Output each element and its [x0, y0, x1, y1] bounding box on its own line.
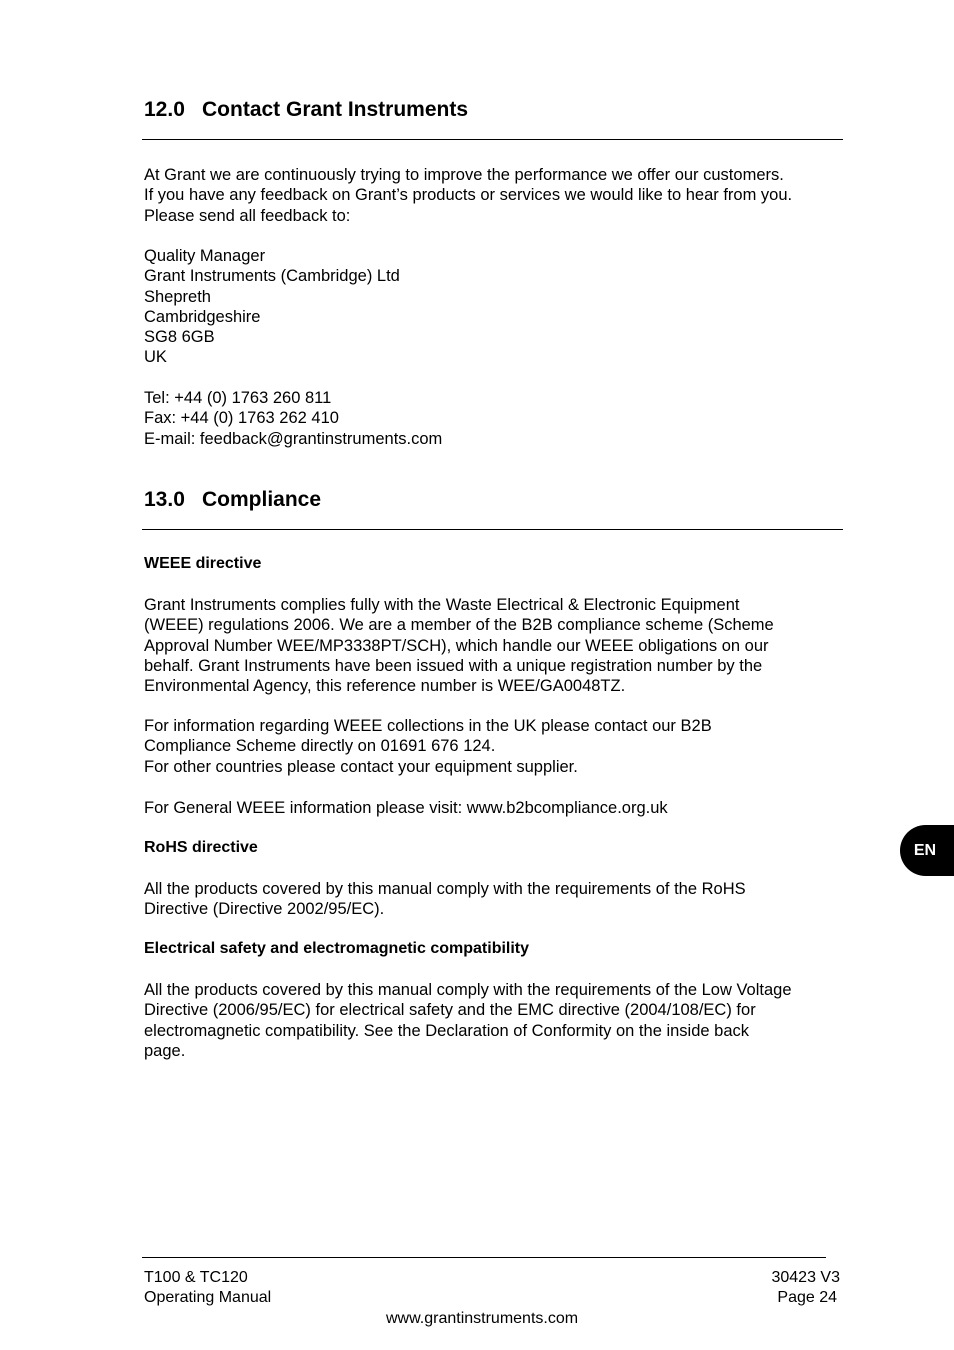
emc-paragraph [144, 980, 792, 1061]
text-line: Environmental Agency, this reference number is WEE/GA0048TZ. [144, 677, 626, 696]
footer-page-number: Page 24 [777, 1289, 837, 1307]
section-title: Compliance [202, 488, 322, 511]
footer-product: T100 & TC120 [144, 1269, 248, 1286]
text-line: Compliance Scheme directly on 01691 676 124. [144, 737, 496, 756]
contact-address [144, 246, 400, 368]
weee-paragraph-3: For General WEEE information please visit: www.b2bcompliance.org.uk [144, 799, 668, 817]
text-line: (WEEE) regulations 2006. We are a member of the B2B compliance scheme (Scheme [144, 616, 774, 635]
text-line: All the products covered by this manual comply with the requirements of the Low Voltage [144, 981, 792, 999]
footer-right [771, 1268, 840, 1309]
address-line: Grant Instruments (Cambridge) Ltd [144, 267, 400, 286]
section-divider [142, 139, 843, 140]
address-line: SG8 6GB [144, 328, 215, 347]
email: E-mail: feedback@grantinstruments.com [144, 429, 443, 448]
text-line: Directive (Directive 2002/95/EC). [144, 900, 385, 919]
text-line: For other countries please contact your equipment supplier. [144, 757, 578, 776]
text-line: Directive (2006/95/EC) for electrical safety and the EMC directive (2004/108/EC) for [144, 1001, 756, 1020]
section-number: 12.0 [144, 98, 185, 121]
weee-paragraph-2 [144, 716, 712, 777]
weee-paragraph-1 [144, 595, 774, 696]
contact-intro [144, 165, 792, 226]
section-heading-compliance [144, 488, 321, 512]
rohs-paragraph [144, 879, 746, 920]
text-line: At Grant we are continuously trying to improve the performance we offer our customers. [144, 166, 784, 184]
footer-website: www.grantinstruments.com [386, 1310, 579, 1327]
section-number: 13.0 [144, 488, 185, 511]
text-line: Please send all feedback to: [144, 206, 351, 225]
text-line: If you have any feedback on Grant’s products or services we would like to hear from you. [144, 186, 793, 205]
weee-heading: WEEE directive [144, 555, 262, 572]
address-line: Shepreth [144, 287, 211, 306]
text-line: For information regarding WEEE collections in the UK please contact our B2B [144, 717, 712, 735]
text-line: electromagnetic compatibility. See the Declaration of Conformity on the inside back [144, 1021, 749, 1040]
text-line: behalf. Grant Instruments have been issued with a unique registration number by the [144, 656, 763, 675]
rohs-heading: RoHS directive [144, 839, 258, 856]
address-line: Cambridgeshire [144, 307, 261, 326]
footer-manual: Operating Manual [144, 1289, 272, 1307]
section-divider [142, 529, 843, 530]
text-line: page. [144, 1041, 186, 1060]
section-title: Contact Grant Instruments [202, 98, 469, 121]
fax: Fax: +44 (0) 1763 262 410 [144, 409, 339, 428]
address-line: Quality Manager [144, 247, 266, 265]
language-tab: EN [900, 825, 954, 876]
text-line: All the products covered by this manual comply with the requirements of the RoHS [144, 880, 746, 898]
emc-heading: Electrical safety and electromagnetic compatibility [144, 940, 530, 957]
footer-left [144, 1268, 271, 1309]
text-line: Grant Instruments complies fully with the Waste Electrical & Electronic Equipment [144, 596, 740, 614]
address-line: UK [144, 348, 167, 367]
section-heading-contact [144, 98, 468, 122]
text-line: Approval Number WEE/MP3338PT/SCH), which handle our WEEE obligations on our [144, 636, 769, 655]
contact-details [144, 388, 442, 449]
footer-doc-ref: 30423 V3 [771, 1269, 840, 1286]
footer-divider [142, 1257, 826, 1258]
telephone: Tel: +44 (0) 1763 260 811 [144, 389, 332, 407]
